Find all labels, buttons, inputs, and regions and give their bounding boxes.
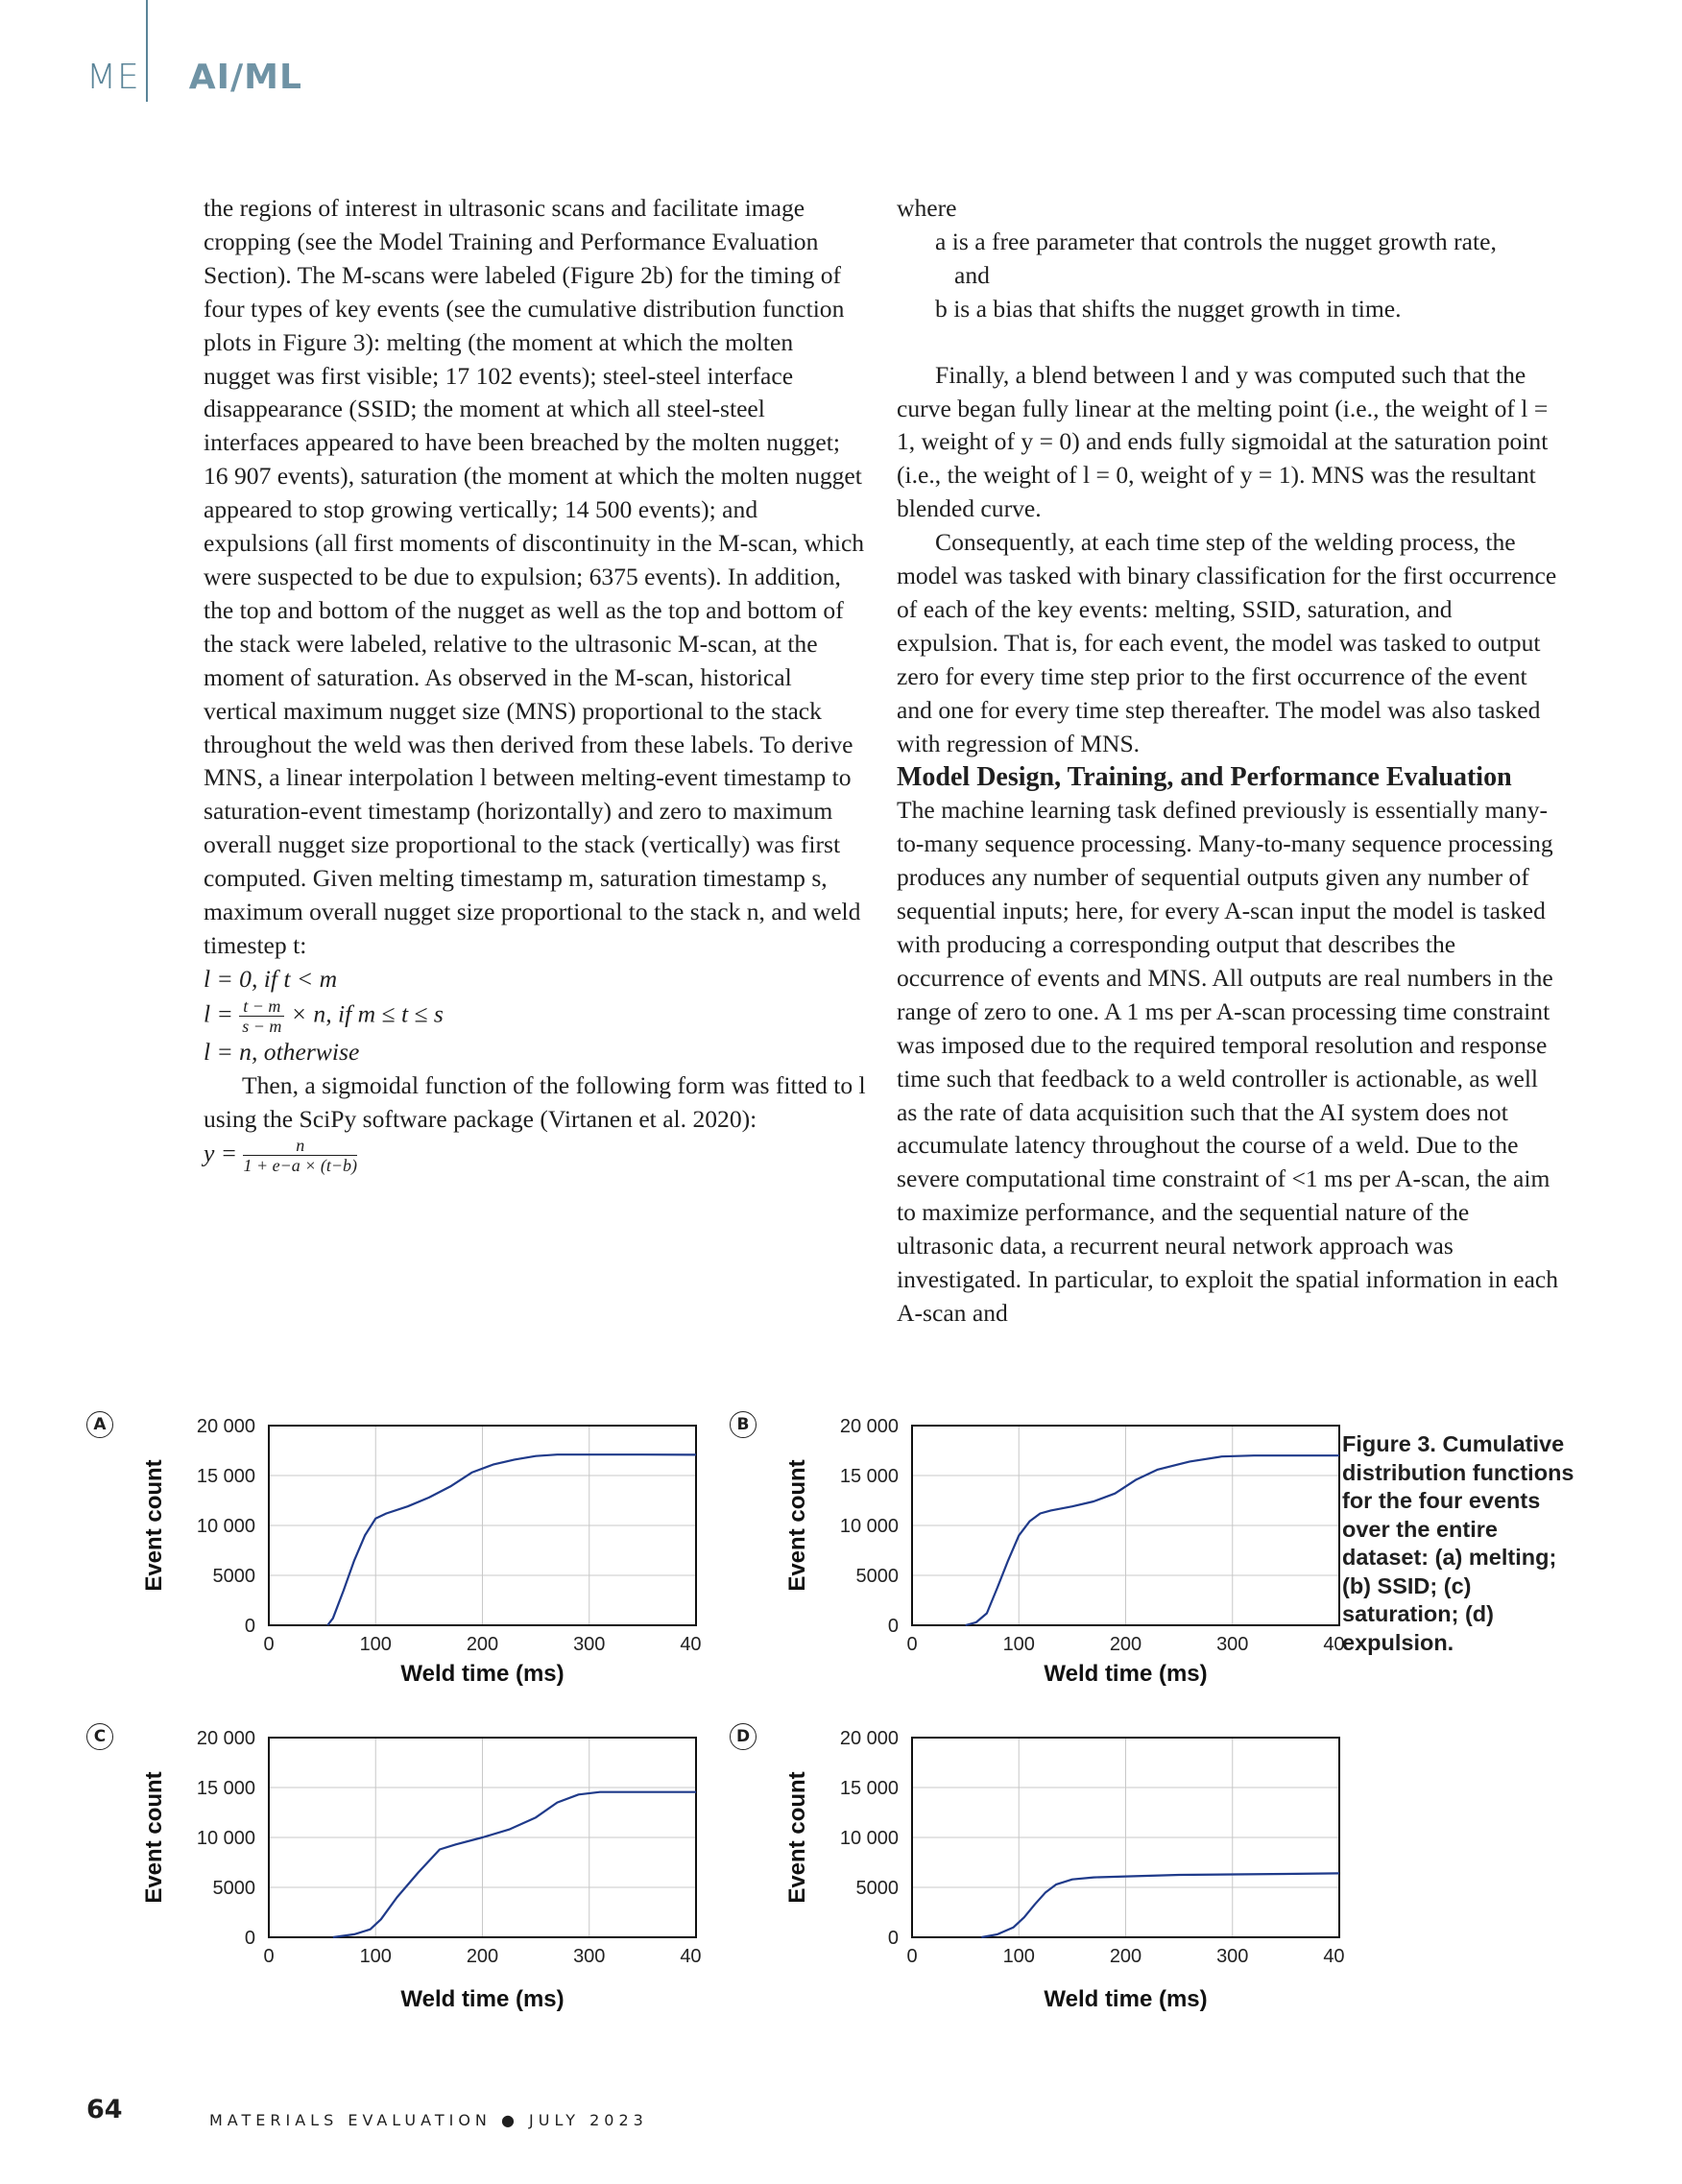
x-tick-label: 300 [1216,1634,1249,1655]
x-axis-label: Weld time (ms) [1044,1661,1208,1687]
body-paragraph: Consequently, at each time step of the welding process, the model was tasked with binary classification for the first occurrence of each of the key events: melting, SSID, saturation, and expulsion. That is, for each event, the model was tasked to output zero for every time step prior to the first occurrence of the event and one for every time step thereafter. The model was also tasked with regression of MNS. [897,528,1557,757]
equation-4-lhs: y = [204,1139,238,1167]
x-tick-label: 100 [1002,1634,1035,1655]
y-tick-label: 0 [244,1928,255,1949]
chart-a-svg [86,1411,701,1699]
y-axis-label: Event count [141,1771,167,1904]
y-tick-label: 20 000 [196,1416,255,1437]
equation-4-fraction [243,1136,357,1175]
series-line [981,1873,1339,1937]
y-tick-label: 20 000 [196,1728,255,1749]
body-paragraph: the regions of interest in ultrasonic scans and facilitate image cropping (see the Model Training and Performance Evaluation Section). The M-scans were labeled (Figure 2b) for the timing of four types of key events (see the cumulative distribution function plots in Figure 3): melting (the moment at which the molten nugget was first visible; 17 102 events); steel-steel interface disappearance (SSID; the moment at which all steel-steel interfaces appeared to have been breached by the molten nugget; 16 907 events), saturation (the moment at which the molten nugget appeared to stop growing vertically; 14 500 events); and expulsions (all first moments of discontinuity in the M-scan, which were suspected to be due to expulsion; 6375 events). In addition, the top and bottom of the nugget as well as the top and bottom of the stack were labeled, relative to the ultrasonic M-scan, at the moment of saturation. As observed in the M-scan, historical vertical maximum nugget size (MNS) proportional to the stack throughout the weld was then derived from these labels. To derive MNS, a linear interpolation l between melting-event timestamp to saturation-event timestamp (horizontally) and zero to maximum overall nugget size proportional to the stack (vertically) was first computed. Given melting timestamp m, saturation timestamp s, maximum overall nugget size proportional to the stack n, and weld timestep t: [204,194,865,959]
equation-3: l = n, otherwise [204,1037,360,1066]
panel-letter: D [730,1723,757,1750]
topic-label: AI/ML [188,58,302,97]
x-tick-label: 300 [573,1946,606,1967]
where-a: a is a free parameter that controls the nugget growth rate, [935,227,1497,255]
chart-d-svg [730,1723,1344,2050]
x-axis-label: Weld time (ms) [1044,1986,1208,2012]
y-tick-label: 15 000 [839,1466,899,1487]
equation-2-numerator: t − m [239,996,284,1017]
where-label: where [897,194,957,222]
y-axis-label: Event count [784,1459,810,1592]
body-paragraph: Then, a sigmoidal function of the following form was fitted to l using the SciPy software package (Virtanen et al. 2020): [204,1070,866,1133]
chart-d [730,1723,1344,2050]
y-tick-label: 15 000 [196,1778,255,1799]
chart-c [86,1723,701,2050]
x-tick-label: 0 [263,1634,275,1655]
x-tick-label: 100 [1002,1946,1035,1967]
spacer [897,326,1559,359]
y-tick-label: 5000 [212,1878,255,1899]
section-header [86,58,302,97]
equation-4-numerator: n [243,1136,357,1156]
x-tick-label: 0 [263,1946,275,1967]
x-tick-label: 40 [680,1946,701,1967]
y-tick-label: 0 [244,1616,255,1637]
panel-letter: C [86,1723,113,1750]
y-tick-label: 5000 [212,1566,255,1587]
y-tick-label: 20 000 [839,1416,899,1437]
chart-a [86,1411,701,1699]
series-line [333,1792,696,1937]
x-axis-label: Weld time (ms) [400,1986,565,2012]
x-tick-label: 200 [1109,1946,1142,1967]
x-tick-label: 100 [359,1634,392,1655]
left-column [204,192,866,1175]
equation-4-denominator: 1 + e−a × (t−b) [243,1156,358,1176]
x-tick-label: 40 [1323,1946,1344,1967]
x-tick-label: 40 [1323,1634,1344,1655]
right-column [897,192,1559,1331]
y-tick-label: 10 000 [839,1828,899,1849]
equation-2-lhs: l = [204,999,233,1028]
figure-caption: Figure 3. Cumulative distribution functions for the four events over the entire dataset: (a) melting; (b) SSID; (c) saturation; (d) expulsion. [1342,1431,1574,1655]
y-axis-label: Event count [784,1771,810,1904]
where-b: b is a bias that shifts the nugget growth in time. [935,294,1402,323]
y-tick-label: 20 000 [839,1728,899,1749]
equation-1: l = 0, if t < m [204,964,338,993]
section-heading: Model Design, Training, and Performance Evaluation [897,761,1512,792]
y-tick-label: 15 000 [196,1466,255,1487]
chart-b-svg [730,1411,1344,1699]
x-axis-label: Weld time (ms) [400,1661,565,1687]
body-paragraph: The machine learning task defined previously is essentially many-to-many sequence processing. Many-to-many sequence processing produces any number of sequential outputs given any number of sequential inputs; here, for every A-scan input the model is tasked with producing a corresponding output that describes the occurrence of events and MNS. All outputs are real numbers in the range of zero to one. A 1 ms per A-scan processing time constraint was imposed due to the required temporal resolution and response time such that feedback to a weld controller is actionable, as well as the rate of data acquisition such that the AI system does not accumulate latency throughout the course of a weld. Due to the severe computational time constraint of <1 ms per A-scan, the aim to maximize performance, and the sequential nature of the ultrasonic data, a recurrent neural network approach was investigated. In particular, to exploit the spatial information in each A-scan and [897,796,1559,1327]
journal-footer: MATERIALS EVALUATION ● JULY 2023 [209,2111,648,2129]
body-paragraph: Finally, a blend between l and y was computed such that the curve began fully linear at the melting point (i.e., the weight of l = 1, weight of y = 0) and ends fully sigmoidal at the saturation point (i.e., the weight of l = 0, weight of y = 1). MNS was the resultant blended curve. [897,360,1549,523]
section-label: ME [86,58,140,97]
chart-b [730,1411,1344,1699]
equation-4 [204,1136,866,1175]
x-tick-label: 200 [466,1634,499,1655]
y-tick-label: 10 000 [196,1828,255,1849]
equation-2-denominator: s − m [242,1016,282,1036]
equation-2-rhs: × n, if m ≤ t ≤ s [290,999,444,1028]
series-line [327,1454,696,1625]
x-tick-label: 200 [1109,1634,1142,1655]
equation-2-fraction [239,996,284,1036]
y-tick-label: 0 [887,1616,899,1637]
y-tick-label: 0 [887,1928,899,1949]
y-tick-label: 10 000 [196,1516,255,1537]
equation-2 [204,996,866,1036]
x-tick-label: 0 [906,1634,918,1655]
y-axis-label: Event count [141,1459,167,1592]
chart-c-svg [86,1723,701,2050]
series-line [966,1455,1339,1625]
y-tick-label: 5000 [855,1566,899,1587]
x-tick-label: 100 [359,1946,392,1967]
panel-letter: B [730,1411,757,1438]
x-tick-label: 300 [573,1634,606,1655]
panel-letter: A [86,1411,113,1438]
x-tick-label: 40 [680,1634,701,1655]
where-and: and [954,260,990,289]
y-tick-label: 5000 [855,1878,899,1899]
y-tick-label: 15 000 [839,1778,899,1799]
x-tick-label: 300 [1216,1946,1249,1967]
page-number: 64 [86,2095,123,2124]
y-tick-label: 10 000 [839,1516,899,1537]
x-tick-label: 200 [466,1946,499,1967]
x-tick-label: 0 [906,1946,918,1967]
